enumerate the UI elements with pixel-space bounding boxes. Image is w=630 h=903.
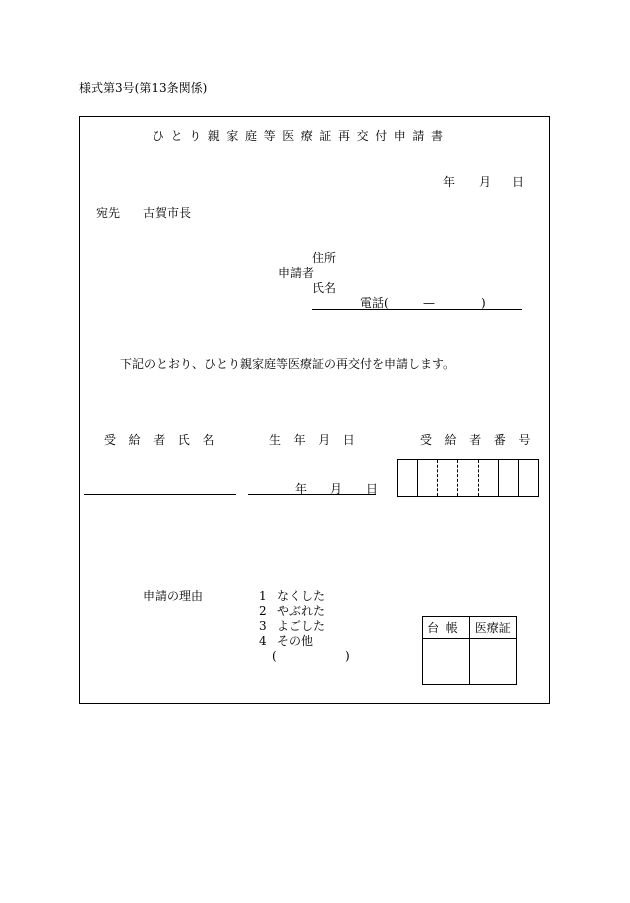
reason-label: 申請の理由 — [143, 589, 204, 603]
addressee-label: 宛先 — [96, 206, 121, 220]
certificate-header: 医療証 — [469, 617, 516, 639]
number-digit-box[interactable] — [398, 460, 418, 497]
reason-option-text: なくした — [277, 589, 326, 603]
recipient-number-header: 受給者番号 — [420, 433, 544, 447]
birth-year-label: 年 — [295, 482, 308, 496]
reason-option-text: その他 — [277, 634, 314, 648]
date-month-label: 月 — [479, 175, 492, 189]
phone-underline — [312, 309, 522, 310]
phone-label: 電話( — [360, 296, 389, 310]
other-reason-open-paren: ( — [272, 649, 277, 663]
addressee-value: 古賀市長 — [143, 206, 192, 220]
phone-dash: — — [423, 296, 435, 310]
form-number: 様式第3号(第13条関係) — [79, 81, 208, 95]
ledger-header: 台帳 — [423, 617, 470, 639]
other-reason-close-paren: ) — [345, 649, 350, 663]
birth-month-label: 月 — [330, 482, 343, 496]
office-use-table — [422, 616, 517, 685]
recipient-name-line — [84, 494, 236, 495]
request-statement: 下記のとおり、ひとり親家庭等医療証の再交付を申請します。 — [120, 357, 456, 371]
ledger-stamp-cell — [423, 639, 470, 685]
date-day-label: 日 — [512, 175, 525, 189]
applicant-name-label: 氏名 — [312, 281, 337, 295]
birth-day-label: 日 — [366, 482, 379, 496]
form-title: ひとり親家庭等医療証再交付申請書 — [152, 129, 450, 143]
applicant-address-label: 住所 — [312, 251, 337, 265]
certificate-stamp-cell — [469, 639, 516, 685]
applicant-label: 申請者 — [278, 266, 315, 280]
number-digit-box[interactable] — [438, 460, 458, 497]
recipient-name-header: 受給者氏名 — [104, 433, 228, 447]
reason-option-num: 1 — [259, 589, 267, 603]
date-year-label: 年 — [443, 175, 456, 189]
birthdate-header: 生年月日 — [269, 433, 368, 447]
reason-option-num: 3 — [259, 619, 267, 633]
reason-option-text: よごした — [277, 619, 326, 633]
recipient-number-boxes — [397, 459, 539, 497]
birthdate-line — [248, 494, 376, 495]
number-digit-box[interactable] — [458, 460, 478, 497]
number-digit-box[interactable] — [478, 460, 498, 497]
phone-close: ) — [481, 296, 486, 310]
number-digit-box[interactable] — [498, 460, 518, 497]
reason-option-num: 4 — [259, 634, 267, 648]
reason-option-text: やぶれた — [277, 604, 326, 618]
number-check-box[interactable] — [518, 460, 538, 497]
number-digit-box[interactable] — [418, 460, 438, 497]
reason-option-num: 2 — [259, 604, 267, 618]
